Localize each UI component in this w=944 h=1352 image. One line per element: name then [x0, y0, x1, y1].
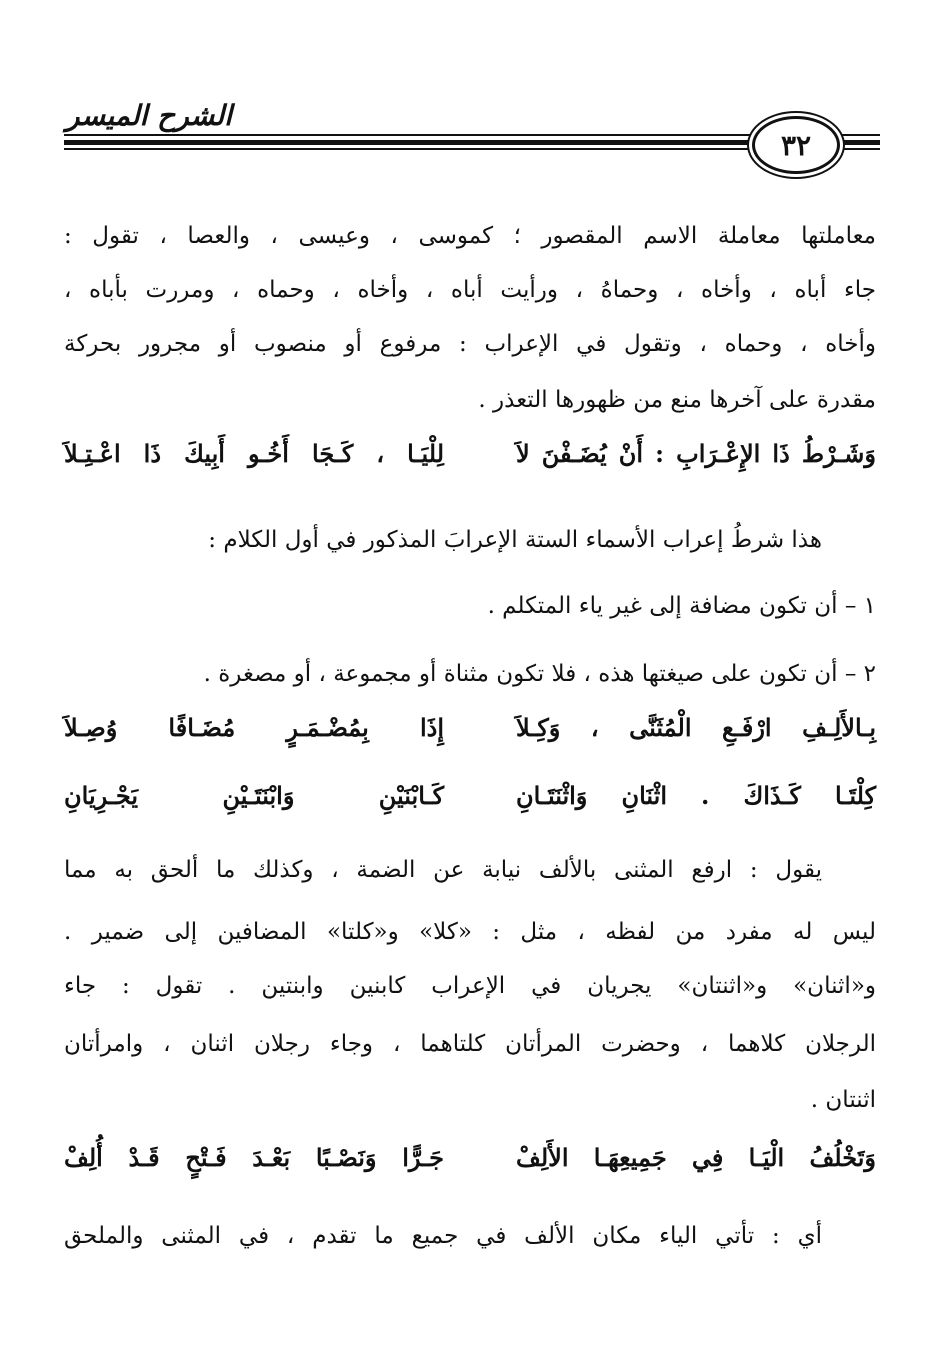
text-line: ليس له مفرد من لفظه ، مثل : «كلا» و«كلتا» المضافين إلى ضمير .	[64, 919, 876, 945]
text-line: يقول : ارفع المثنى بالألف نيابة عن الضمة ، وكذلك ما ألحق به مما	[64, 857, 822, 883]
page-number-badge	[752, 116, 840, 174]
verse-hemistich-right: كِلْتَـا كَـذَاكَ . اثْنَانِ وَاثْنَتَـانِ	[516, 781, 876, 810]
text-line: اثنتان .	[810, 1087, 876, 1113]
text-line: جاء أباه ، وأخاه ، وحماهُ ، ورأيت أباه ، وأخاه ، وحماه ، ومررت بأباه ،	[64, 277, 876, 303]
list-item: ٢ – أن تكون على صيغتها هذه ، فلا تكون مثناة أو مجموعة ، أو مصغرة .	[203, 661, 876, 687]
verse-hemistich-left: جَـرًّا وَنَصْـبًا بَعْـدَ فَـتْحٍ قَـدْ أُلِفْ	[64, 1143, 444, 1172]
text-line: الرجلان كلاهما ، وحضرت المرأتان كلتاهما ، وجاء رجلان اثنان ، وامرأتان	[64, 1031, 876, 1057]
text-line: أي : تأتي الياء مكان الألف في جميع ما تقدم ، في المثنى والملحق	[64, 1223, 822, 1249]
running-head-title: الشرح الميسر	[66, 99, 232, 132]
text-line: و«اثنان» و«اثنتان» يجريان في الإعراب كابنين وابنتين . تقول : جاء	[64, 973, 876, 999]
verse-hemistich-right: وَشَـرْطُ ذَا الإِعْـرَابِ : أَنْ يُضَـفْنَ لاَ	[516, 439, 876, 468]
text-line: معاملتها معاملة الاسم المقصور ؛ كموسى ، وعيسى ، والعصا ، تقول :	[64, 223, 876, 249]
text-line: هذا شرطُ إعراب الأسماء الستة الإعرابَ المذكور في أول الكلام :	[208, 527, 822, 553]
verse-hemistich-left: كَـابْنَيْنِ وَابْنَتَـيْنِ يَجْـرِيَانِ	[64, 781, 444, 810]
list-item: ١ – أن تكون مضافة إلى غير ياء المتكلم .	[487, 593, 876, 619]
verse-hemistich-left: لِلْيَـا ، كَـجَا أَخُـو أَبِيكَ ذَا اعْـتِـلاَ	[64, 439, 444, 468]
verse-hemistich-right: بِـالأَلِـفِ ارْفَـعِ الْمُثَنَّى ، وَكِـلاَ	[516, 713, 876, 742]
verse-hemistich-left: إِذَا بِمُضْـمَـرٍ مُضَـافًا وُصِـلاَ	[64, 713, 444, 742]
text-line: مقدرة على آخرها منع من ظهورها التعذر .	[478, 387, 876, 413]
page-number: ٣٢	[780, 128, 812, 162]
text-line: وأخاه ، وحماه ، وتقول في الإعراب : مرفوع أو منصوب أو مجرور بحركة	[64, 331, 876, 357]
verse-hemistich-right: وَتَخْلُفُ الْيَـا فِي جَمِيعِهَـا الأَلِفْ	[516, 1143, 876, 1172]
